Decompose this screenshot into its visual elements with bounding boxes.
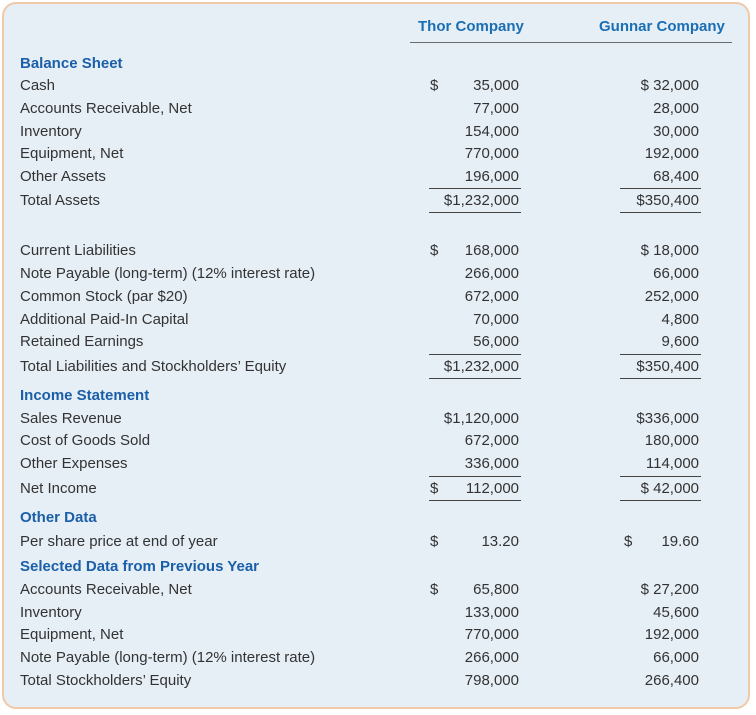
- gunnar-underline: [620, 378, 701, 379]
- row-inventory: [0, 121, 756, 143]
- thor-underline: [429, 500, 521, 501]
- gunnar-value: $350,400: [636, 358, 699, 375]
- row-label: Note Payable (long-term) (12% interest rate): [20, 649, 316, 666]
- row-prev-accounts-receivable: [0, 579, 756, 601]
- thor-value: 112,000: [465, 480, 519, 497]
- gunnar-value: $336,000: [636, 410, 699, 427]
- gunnar-underline: [620, 500, 701, 501]
- gunnar-currency: $: [624, 533, 633, 550]
- row-prev-inventory: [0, 602, 756, 624]
- thor-currency: $: [430, 581, 439, 598]
- row-label: Note Payable (long-term) (12% interest rate): [20, 265, 316, 282]
- thor-value: $1,120,000: [443, 410, 519, 427]
- gunnar-underline: [620, 476, 701, 477]
- row-label: Per share price at end of year: [20, 533, 218, 550]
- gunnar-value: 66,000: [653, 649, 699, 666]
- gunnar-underline: [620, 354, 701, 355]
- row-label: Common Stock (par $20): [20, 288, 188, 305]
- gunnar-value: $ 18,000: [640, 242, 699, 259]
- thor-underline: [429, 354, 521, 355]
- row-label: Equipment, Net: [20, 626, 124, 643]
- row-label: Other Expenses: [20, 455, 128, 472]
- thor-underline: [429, 476, 521, 477]
- row-sales-revenue: [0, 408, 756, 430]
- thor-value: 196,000: [464, 168, 519, 185]
- gunnar-value: 68,400: [653, 168, 699, 185]
- thor-value: 336,000: [464, 455, 519, 472]
- thor-value: 672,000: [464, 432, 519, 449]
- thor-value: $1,232,000: [443, 358, 519, 375]
- thor-value: $1,232,000: [443, 192, 519, 209]
- section-title: Balance Sheet: [20, 55, 123, 72]
- row-label: Total Assets: [20, 192, 101, 209]
- row-net-income: [0, 478, 756, 500]
- thor-value: 77,000: [473, 100, 519, 117]
- thor-value: 35,000: [473, 77, 519, 94]
- row-label: Current Liabilities: [20, 242, 136, 259]
- section-title: Income Statement: [20, 387, 150, 404]
- row-cost-of-goods-sold: [0, 430, 756, 452]
- gunnar-value: $ 32,000: [640, 77, 699, 94]
- gunnar-company-header: Gunnar Company: [599, 18, 725, 35]
- header-rule: [410, 42, 732, 43]
- section-title: Other Data: [20, 509, 97, 526]
- gunnar-value: 266,400: [644, 672, 699, 689]
- section-income-statement: [0, 385, 756, 407]
- gunnar-value: $ 27,200: [640, 581, 699, 598]
- row-label: Sales Revenue: [20, 410, 122, 427]
- row-total-liabilities-equity: [0, 356, 756, 378]
- row-total-assets: [0, 190, 756, 212]
- thor-currency: $: [430, 77, 439, 94]
- row-label: Net Income: [20, 480, 97, 497]
- gunnar-value: 45,600: [653, 604, 699, 621]
- row-note-payable: [0, 263, 756, 285]
- row-label: Total Stockholders’ Equity: [20, 672, 192, 689]
- thor-value: 70,000: [473, 311, 519, 328]
- gunnar-value: 252,000: [644, 288, 699, 305]
- row-label: Equipment, Net: [20, 145, 124, 162]
- section-title: Selected Data from Previous Year: [20, 558, 260, 575]
- thor-value: 13.20: [481, 533, 519, 550]
- gunnar-value: 114,000: [645, 455, 699, 472]
- row-other-assets: [0, 166, 756, 188]
- thor-underline: [429, 378, 521, 379]
- gunnar-value: 28,000: [653, 100, 699, 117]
- gunnar-value: 180,000: [644, 432, 699, 449]
- thor-value: 266,000: [464, 265, 519, 282]
- thor-currency: $: [430, 533, 439, 550]
- row-label: Other Assets: [20, 168, 106, 185]
- section-other-data: [0, 507, 756, 529]
- gunnar-underline: [620, 188, 701, 189]
- thor-underline: [429, 212, 521, 213]
- gunnar-value: 66,000: [653, 265, 699, 282]
- row-label: Additional Paid-In Capital: [20, 311, 189, 328]
- gunnar-value: 30,000: [653, 123, 699, 140]
- row-cash: [0, 75, 756, 97]
- row-common-stock: [0, 286, 756, 308]
- thor-value: 65,800: [473, 581, 519, 598]
- gunnar-value: $350,400: [636, 192, 699, 209]
- thor-underline: [429, 188, 521, 189]
- gunnar-value: 192,000: [644, 626, 699, 643]
- thor-value: 266,000: [464, 649, 519, 666]
- thor-value: 770,000: [464, 626, 519, 643]
- thor-value: 798,000: [464, 672, 519, 689]
- row-current-liabilities: [0, 240, 756, 262]
- row-accounts-receivable: [0, 98, 756, 120]
- thor-value: 154,000: [464, 123, 519, 140]
- row-retained-earnings: [0, 331, 756, 353]
- thor-company-header: Thor Company: [418, 18, 524, 35]
- row-label: Cash: [20, 77, 56, 94]
- row-label: Total Liabilities and Stockholders’ Equity: [20, 358, 287, 375]
- section-balance-sheet: [0, 53, 756, 75]
- row-label: Accounts Receivable, Net: [20, 581, 192, 598]
- gunnar-value: 19.60: [661, 533, 699, 550]
- row-other-expenses: [0, 453, 756, 475]
- thor-value: 672,000: [464, 288, 519, 305]
- row-label: Inventory: [20, 123, 82, 140]
- thor-value: 56,000: [473, 333, 519, 350]
- thor-value: 168,000: [464, 242, 519, 259]
- gunnar-value: 192,000: [644, 145, 699, 162]
- section-previous-year: [0, 556, 756, 578]
- thor-currency: $: [430, 242, 439, 259]
- row-prev-total-equity: [0, 670, 756, 692]
- row-label: Cost of Goods Sold: [20, 432, 151, 449]
- row-prev-equipment: [0, 624, 756, 646]
- row-label: Retained Earnings: [20, 333, 144, 350]
- row-additional-paid-in-capital: [0, 309, 756, 331]
- thor-value: 770,000: [464, 145, 519, 162]
- thor-value: 133,000: [464, 604, 519, 621]
- row-equipment: [0, 143, 756, 165]
- row-prev-note-payable: [0, 647, 756, 669]
- gunnar-value: 4,800: [661, 311, 699, 328]
- thor-currency: $: [430, 480, 439, 497]
- gunnar-underline: [620, 212, 701, 213]
- gunnar-value: 9,600: [661, 333, 699, 350]
- gunnar-value: $ 42,000: [640, 480, 699, 497]
- row-label: Inventory: [20, 604, 82, 621]
- row-label: Accounts Receivable, Net: [20, 100, 192, 117]
- row-share-price: [0, 531, 756, 553]
